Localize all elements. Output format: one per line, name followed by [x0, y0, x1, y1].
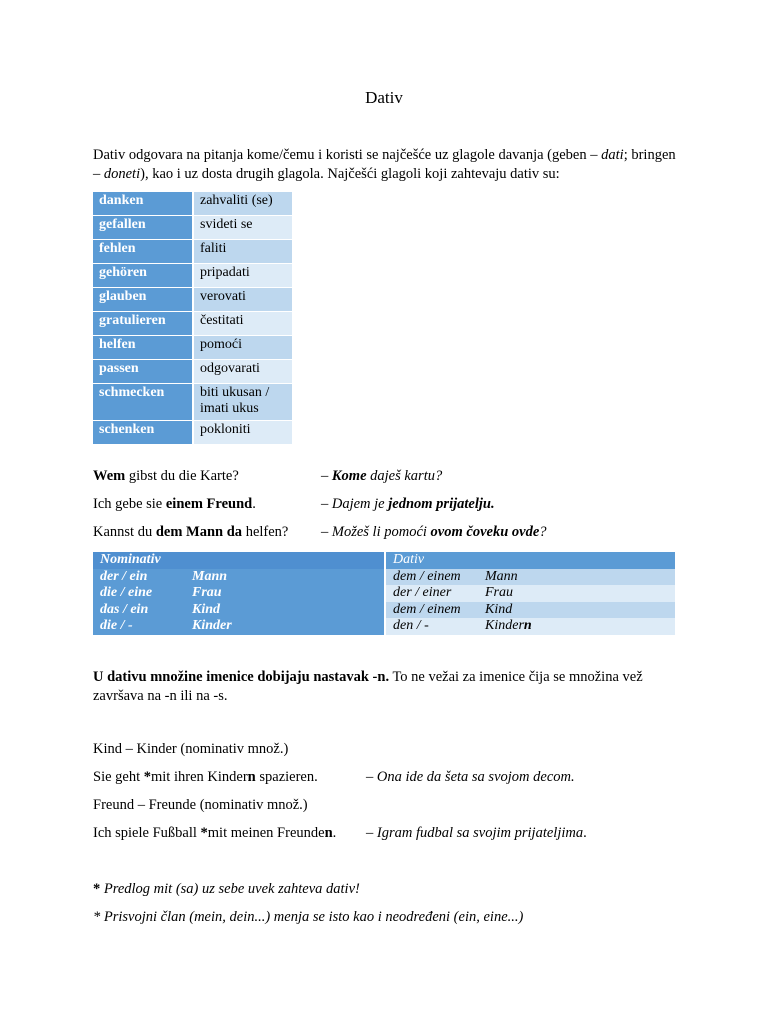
table-row	[93, 602, 675, 619]
example-text: mit ihren Kinder	[151, 769, 248, 785]
table-row	[93, 288, 292, 312]
page-title: Dativ	[365, 88, 403, 107]
table-row	[93, 421, 292, 445]
noun: Mann	[192, 568, 228, 584]
dativ-cell	[385, 602, 675, 619]
asterisk: *	[143, 769, 151, 785]
example-text: Ich spiele Fußball	[93, 825, 201, 841]
example-text: spazieren.	[255, 769, 318, 785]
example-text: gibst du die Karte?	[125, 468, 239, 484]
verb-serbian: čestitati	[193, 312, 292, 336]
noun: Mann	[485, 568, 518, 584]
example-bold: einem Freund	[165, 496, 253, 512]
plural-rule-text: To ne vežai za imenice čija se množina vež završava na -n ili na -s.	[93, 669, 643, 704]
plural-example-4-german	[93, 825, 336, 842]
declension-table	[93, 552, 675, 635]
verb-german: gefallen	[93, 216, 193, 240]
intro-text-3: ), kao i uz dosta drugih glagola. Najčešći glagoli koji zahtevaju dativ su:	[140, 165, 560, 182]
verb-serbian: faliti	[193, 240, 292, 264]
verb-german: passen	[93, 360, 193, 384]
table-row	[93, 192, 292, 216]
header-dativ: Dativ	[385, 552, 675, 569]
intro-italic-2: doneti	[103, 165, 141, 182]
example-bold: Kome	[331, 468, 367, 484]
table-row	[93, 240, 292, 264]
noun	[485, 618, 532, 635]
article: dem / einem	[393, 601, 461, 617]
example-text: – Igram fudbal sa svojim prijateljima	[366, 825, 584, 841]
table-row	[93, 569, 675, 586]
verb-german: helfen	[93, 336, 193, 360]
nominativ-cell	[93, 585, 385, 602]
example-bold: n	[324, 825, 333, 841]
example-text: daješ kartu?	[366, 468, 443, 484]
verb-german: gehören	[93, 264, 193, 288]
example-text: .	[252, 496, 256, 512]
article: die / eine	[100, 585, 153, 600]
example-1-german	[93, 468, 239, 485]
example-2-serbian	[321, 496, 495, 513]
example-text: Sie geht	[93, 769, 144, 785]
example-text: – Možeš li pomoći	[321, 524, 431, 540]
dativ-cell	[385, 618, 675, 635]
plural-example-2-german	[93, 769, 318, 786]
article: der / ein	[100, 568, 148, 584]
intro-italic-1: dati	[601, 147, 624, 163]
article: dem / einem	[393, 568, 461, 584]
table-row	[93, 585, 675, 602]
example-bold: Wem	[93, 468, 126, 484]
verb-german: glauben	[93, 288, 193, 312]
table-row	[93, 384, 292, 421]
nominativ-cell	[93, 569, 385, 586]
table-row	[93, 336, 292, 360]
noun-suffix: n	[523, 618, 532, 633]
verb-german: schmecken	[93, 384, 193, 421]
example-text: ?	[539, 524, 547, 540]
dativ-cell	[385, 569, 675, 586]
table-row	[93, 264, 292, 288]
article: der / einer	[393, 585, 452, 600]
plural-example-4-serbian	[366, 825, 587, 842]
noun: Frau	[192, 585, 222, 600]
table-row	[93, 360, 292, 384]
asterisk: *	[93, 881, 101, 897]
plural-rule-bold: U dativu množine imenice dobijaju nastavak -n.	[93, 669, 390, 685]
article: die / -	[100, 618, 133, 633]
example-bold: n	[247, 769, 256, 785]
table-row	[93, 216, 292, 240]
noun: Frau	[485, 585, 513, 600]
verb-serbian: odgovarati	[193, 360, 292, 384]
example-3-serbian	[321, 524, 547, 541]
noun-stem: Kinder	[485, 618, 524, 633]
note-1	[93, 881, 360, 898]
example-text: – Dajem je	[321, 496, 389, 512]
noun: Kind	[192, 601, 221, 617]
verb-serbian: pokloniti	[193, 421, 292, 445]
table-row	[93, 618, 675, 635]
example-text: mit meinen Freunde	[207, 825, 325, 841]
intro-text-1: Dativ odgovara na pitanja kome/čemu i koristi se najčešće uz glagole davanja (geben –	[93, 147, 602, 163]
example-text: –	[321, 468, 332, 484]
plural-example-3: Freund – Freunde (nominativ množ.)	[93, 797, 308, 813]
example-text: .	[583, 825, 587, 841]
example-text: Ich gebe sie	[93, 496, 166, 512]
intro-paragraph	[93, 146, 683, 183]
article: das / ein	[100, 601, 149, 617]
verb-serbian: biti ukusan / imati ukus	[193, 384, 292, 421]
verb-serbian: svideti se	[193, 216, 292, 240]
verb-serbian: verovati	[193, 288, 292, 312]
table-row	[93, 312, 292, 336]
example-bold: ovom čoveku ovde	[430, 524, 540, 540]
nominativ-cell	[93, 602, 385, 619]
note-text: Predlog mit (sa) uz sebe uvek zahteva dativ!	[100, 881, 360, 897]
example-text: Kannst du	[93, 524, 156, 540]
example-2-german	[93, 496, 256, 513]
table-header-row	[93, 552, 675, 569]
asterisk: *	[200, 825, 208, 841]
example-1-serbian	[321, 468, 442, 485]
example-bold: jednom prijatelju.	[388, 496, 495, 512]
plural-example-1: Kind – Kinder (nominativ množ.)	[93, 741, 289, 757]
example-text: helfen?	[242, 524, 289, 540]
example-text: .	[332, 825, 337, 841]
verb-serbian: pomoći	[193, 336, 292, 360]
intro-text-2: ; bringen –	[93, 147, 676, 182]
verb-german: gratulieren	[93, 312, 193, 336]
verb-serbian: pripadati	[193, 264, 292, 288]
note-2: * Prisvojni član (mein, dein...) menja se isto kao i neodređeni (ein, eine...)	[93, 909, 524, 925]
verb-german: danken	[93, 192, 193, 216]
noun: Kinder	[192, 618, 232, 633]
nominativ-cell	[93, 618, 385, 635]
plural-rule	[93, 668, 683, 705]
header-nominativ: Nominativ	[93, 552, 385, 569]
verb-german: fehlen	[93, 240, 193, 264]
dativ-cell	[385, 585, 675, 602]
article: den / -	[393, 618, 429, 633]
dative-verbs-table	[93, 192, 292, 445]
noun: Kind	[485, 601, 513, 617]
example-3-german	[93, 524, 288, 541]
verb-german: schenken	[93, 421, 193, 445]
verb-serbian: zahvaliti (se)	[193, 192, 292, 216]
plural-example-2-serbian: – Ona ide da šeta sa svojom decom.	[366, 769, 575, 785]
example-bold: dem Mann da	[155, 524, 243, 540]
